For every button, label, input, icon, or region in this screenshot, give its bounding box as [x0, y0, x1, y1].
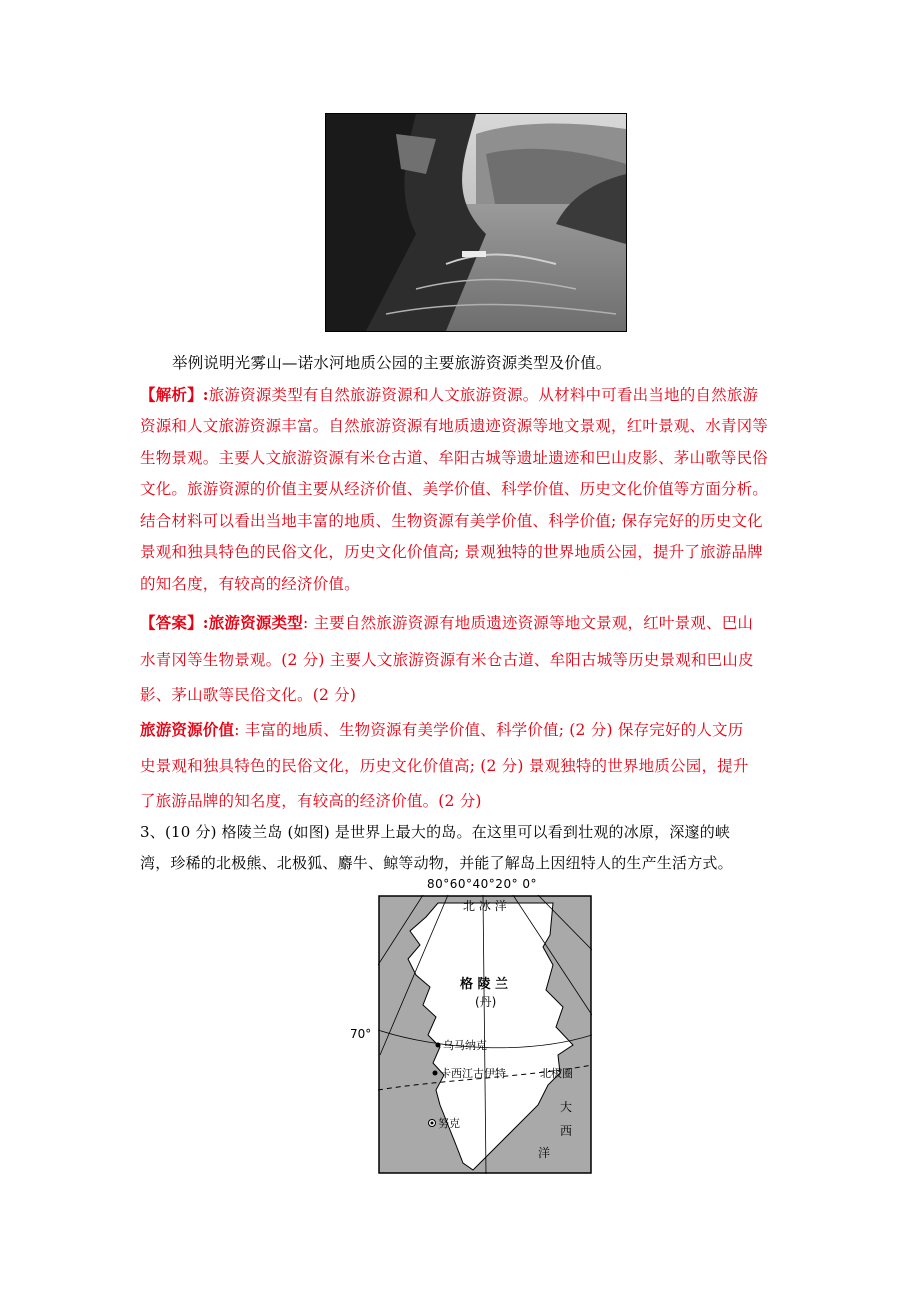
answer-line-3: 影、茅山歌等民俗文化。(2 分) [140, 686, 357, 704]
answer-value-label: 旅游资源价值 [140, 720, 235, 739]
analysis-line-6: 景观和独具特色的民俗文化，历史文化价值高; 景观独特的世界地质公园，提升了旅游品牌 [140, 543, 763, 561]
map-atlantic-1: 大 [560, 1100, 573, 1114]
answer-value-text: : 丰富的地质、生物资源有美学价值、科学价值; (2 分) 保存完好的人文历 [234, 721, 744, 739]
map-latitude-label: 70° [350, 1027, 372, 1041]
analysis-line-7: 的知名度，有较高的经济价值。 [140, 575, 360, 593]
greenland-map [378, 895, 592, 1174]
analysis-tag: 【解析】: [140, 385, 209, 404]
map-arctic-circle: 北极圈 [540, 1067, 573, 1080]
map-ocean-north: 北 冰 洋 [463, 899, 507, 913]
question3-line-1: 3、(10 分) 格陵兰岛 (如图) 是世界上最大的岛。在这里可以看到壮观的冰原，深邃的峡 [140, 823, 731, 841]
map-country: (丹) [475, 995, 497, 1009]
answer-tag: 【答案】: [140, 613, 209, 632]
map-atlantic-3: 洋 [538, 1146, 551, 1160]
answer-type-text: : 主要自然旅游资源有地质遗迹资源等地文景观，红叶景观、巴山 [302, 614, 754, 632]
answer-type-label: 旅游资源类型 [208, 613, 303, 632]
question-prompt: 举例说明光雾山—诺水河地质公园的主要旅游资源类型及价值。 [172, 354, 612, 372]
answer-value-line-1 [140, 718, 743, 740]
map-city-kap: 卡西江古伊特 [440, 1067, 506, 1080]
analysis-line-4: 文化。旅游资源的价值主要从经济价值、美学价值、科学价值、历史文化价值等方面分析。 [140, 480, 769, 498]
map-city-nuuk: 努克 [438, 1117, 460, 1130]
river-gorge-photo [325, 113, 627, 332]
analysis-line-3: 生物景观。主要人文旅游资源有米仓古道、牟阳古城等遗址遗迹和巴山皮影、茅山歌等民俗 [140, 449, 769, 467]
analysis-text: 旅游资源类型有自然旅游资源和人文旅游资源。从材料中可看出当地的自然旅游 [208, 386, 759, 404]
answer-value-line-2: 史景观和独具特色的民俗文化，历史文化价值高; (2 分) 景观独特的世界地质公园，提升 [140, 757, 749, 775]
map-island-name: 格 陵 兰 [460, 977, 509, 992]
analysis-line-1 [140, 383, 758, 405]
question3-line-2: 湾，珍稀的北极熊、北极狐、麝牛、鲸等动物，并能了解岛上因纽特人的生产生活方式。 [140, 854, 733, 872]
analysis-line-5: 结合材料可以看出当地丰富的地质、生物资源有美学价值、科学价值; 保存完好的历史文化 [140, 512, 763, 530]
map-city-umanak: 乌马纳克 [443, 1039, 487, 1052]
answer-line-1 [140, 611, 753, 633]
map-longitude-labels: 80°60°40°20° 0° [427, 877, 538, 891]
map-atlantic-2: 西 [560, 1124, 573, 1138]
analysis-line-2: 资源和人文旅游资源丰富。自然旅游资源有地质遗迹资源等地文景观，红叶景观、水青冈等 [140, 417, 769, 435]
answer-value-line-3: 了旅游品牌的知名度，有较高的经济价值。(2 分) [140, 792, 482, 810]
answer-line-2: 水青冈等生物景观。(2 分) 主要人文旅游资源有米仓古道、牟阳古城等历史景观和巴山皮 [140, 651, 754, 669]
